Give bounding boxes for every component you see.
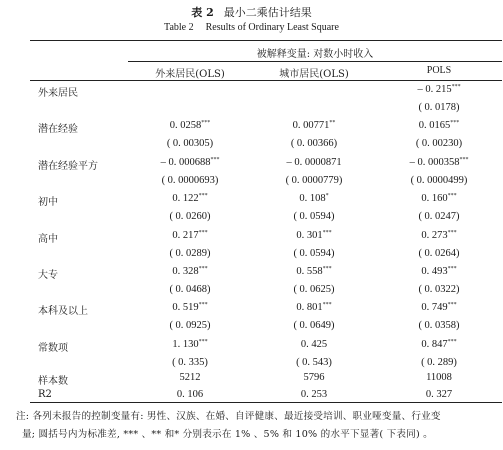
table-title-en [0, 22, 503, 33]
standard-error-cell: ( 0. 0178) [418, 102, 460, 113]
coefficient-cell [128, 230, 252, 241]
coefficient-cell [128, 157, 252, 168]
standard-error-cell: ( 0. 0000779) [285, 174, 343, 186]
dependent-variable-header: 被解释变量: 对数小时收入 [256, 49, 374, 60]
footer-value-cell: 0. 106 [176, 389, 204, 400]
standard-error-cell: ( 0. 0000693) [161, 174, 219, 186]
significance-stars: *** [322, 302, 332, 309]
row-label: 高中 [38, 233, 58, 245]
coefficient-value: 0. 217 [172, 229, 199, 241]
significance-stars: *** [450, 120, 460, 127]
table-name-cn: 最小二乘估计结果 [223, 6, 312, 19]
standard-error-cell: ( 0. 0247) [418, 211, 460, 223]
coefficient-value: 0. 425 [300, 338, 328, 350]
footer-value-cell: 5796 [303, 372, 325, 383]
coefficient-cell [252, 120, 376, 131]
standard-error-cell: ( 0. 0625) [293, 284, 335, 295]
coefficient-value: 0. 749 [421, 302, 448, 314]
row-label: 外来居民 [38, 88, 78, 99]
significance-stars: * [325, 193, 329, 200]
coefficient-value: 0. 558 [296, 266, 323, 277]
coefficient-value: 0. 0165 [418, 120, 451, 132]
significance-stars: *** [201, 120, 211, 127]
coefficient-value: 0. 493 [421, 266, 448, 277]
bottom-rule [30, 402, 502, 403]
row-label: 本科及以上 [38, 306, 88, 318]
standard-error-cell: ( 0. 0594) [293, 247, 335, 259]
coefficient-value: – 0. 0000871 [286, 156, 342, 168]
footer-row-label: R2 [38, 389, 52, 400]
standard-error-cell: ( 0. 0468) [169, 284, 211, 295]
coefficient-value: 1. 130 [172, 338, 199, 350]
spanner-rule [128, 61, 502, 62]
significance-stars: *** [198, 338, 208, 345]
footer-value-cell: 0. 327 [425, 389, 453, 400]
standard-error-cell: ( 0. 0260) [169, 211, 211, 223]
standard-error-cell: ( 0. 335) [172, 356, 208, 368]
coefficient-value: – 0. 000688 [160, 156, 211, 168]
coefficient-cell [128, 302, 252, 313]
significance-stars: *** [322, 266, 332, 272]
footer-row-label: 样本数 [38, 376, 68, 387]
coefficient-value: 0. 847 [421, 338, 448, 350]
table-note-line-1: 注: 各列未报告的控制变量有: 男性、汉族、在婚、自评健康、最近接受培训、职业哑变量、行业变 [16, 411, 441, 422]
coefficient-value: 0. 0258 [169, 120, 202, 132]
row-label: 潜在经验 [38, 124, 78, 136]
significance-stars: *** [198, 229, 208, 236]
standard-error-cell: ( 0. 289) [421, 356, 457, 368]
coefficient-cell [376, 84, 502, 95]
significance-stars: *** [447, 266, 457, 272]
column-header-migrants: 外来居民(OLS) [155, 69, 225, 80]
coefficient-value: 0. 519 [172, 302, 199, 314]
coefficient-value: 0. 273 [421, 229, 448, 241]
standard-error-cell: ( 0. 543) [296, 356, 332, 368]
coefficient-cell [128, 120, 252, 131]
coefficient-value: 0. 801 [296, 302, 323, 314]
standard-error-cell: ( 0. 0264) [418, 247, 460, 259]
coefficient-value: 0. 00771 [292, 120, 330, 132]
coefficient-cell [376, 302, 502, 313]
significance-stars: *** [459, 156, 469, 163]
significance-stars: ** [329, 120, 336, 127]
standard-error-cell: ( 0. 0925) [169, 320, 211, 332]
standard-error-cell: ( 0. 0322) [418, 284, 460, 295]
standard-error-cell: ( 0. 00366) [290, 138, 338, 150]
coefficient-cell [252, 302, 376, 313]
significance-stars: *** [322, 229, 332, 236]
top-rule [30, 40, 502, 41]
header-rule [30, 80, 502, 81]
standard-error-cell: ( 0. 0649) [293, 320, 335, 332]
coefficient-value: 0. 122 [172, 193, 199, 205]
table-number-cn: 表 2 [191, 6, 214, 19]
standard-error-cell: ( 0. 0000499) [410, 174, 468, 186]
significance-stars: *** [198, 193, 208, 200]
column-header-pols: POLS [426, 65, 452, 76]
row-label: 潜在经验平方 [38, 160, 98, 172]
coefficient-cell [376, 266, 502, 277]
table-name-en: Results of Ordinary Least Square [205, 22, 339, 33]
row-label: 大专 [38, 270, 58, 281]
footer-value-cell: 11008 [426, 372, 452, 383]
coefficient-cell [376, 339, 502, 350]
coefficient-cell [252, 157, 376, 168]
significance-stars: *** [447, 193, 457, 200]
coefficient-cell [252, 230, 376, 241]
coefficient-cell [128, 339, 252, 350]
standard-error-cell: ( 0. 0358) [418, 320, 460, 332]
significance-stars: *** [198, 266, 208, 272]
coefficient-value: – 0. 000358 [409, 156, 460, 168]
significance-stars: *** [198, 302, 208, 309]
standard-error-cell: ( 0. 0289) [169, 247, 211, 259]
table-note-line-2: 量; 圆括号内为标准差, *** 、** 和* 分别表示在 1% 、5% 和 10% 的水平下显著( 下表同) 。 [22, 429, 433, 440]
coefficient-value: 0. 301 [296, 229, 323, 241]
significance-stars: *** [447, 302, 457, 309]
row-label: 初中 [38, 197, 58, 209]
table-title-cn [0, 4, 503, 20]
row-label: 常数项 [38, 342, 68, 354]
coefficient-cell [252, 339, 376, 350]
coefficient-cell [376, 193, 502, 204]
coefficient-cell [128, 193, 252, 204]
significance-stars: *** [451, 84, 461, 90]
standard-error-cell: ( 0. 00305) [166, 138, 214, 150]
footer-value-cell: 5212 [179, 372, 201, 383]
coefficient-value: 0. 328 [172, 266, 199, 277]
coefficient-cell [128, 266, 252, 277]
significance-stars: *** [447, 229, 457, 236]
significance-stars: *** [210, 156, 220, 163]
coefficient-cell [252, 193, 376, 204]
coefficient-cell [376, 230, 502, 241]
coefficient-cell [252, 266, 376, 277]
significance-stars: *** [447, 338, 457, 345]
footer-value-cell: 0. 253 [300, 389, 328, 400]
coefficient-value: – 0. 215 [417, 84, 452, 95]
coefficient-value: 0. 108 [299, 193, 326, 205]
standard-error-cell: ( 0. 00230) [415, 138, 463, 150]
coefficient-cell [376, 120, 502, 131]
coefficient-cell [376, 157, 502, 168]
standard-error-cell: ( 0. 0594) [293, 211, 335, 223]
coefficient-value: 0. 160 [421, 193, 448, 205]
table-number-en: Table 2 [164, 22, 194, 33]
column-header-urban: 城市居民(OLS) [279, 69, 349, 80]
